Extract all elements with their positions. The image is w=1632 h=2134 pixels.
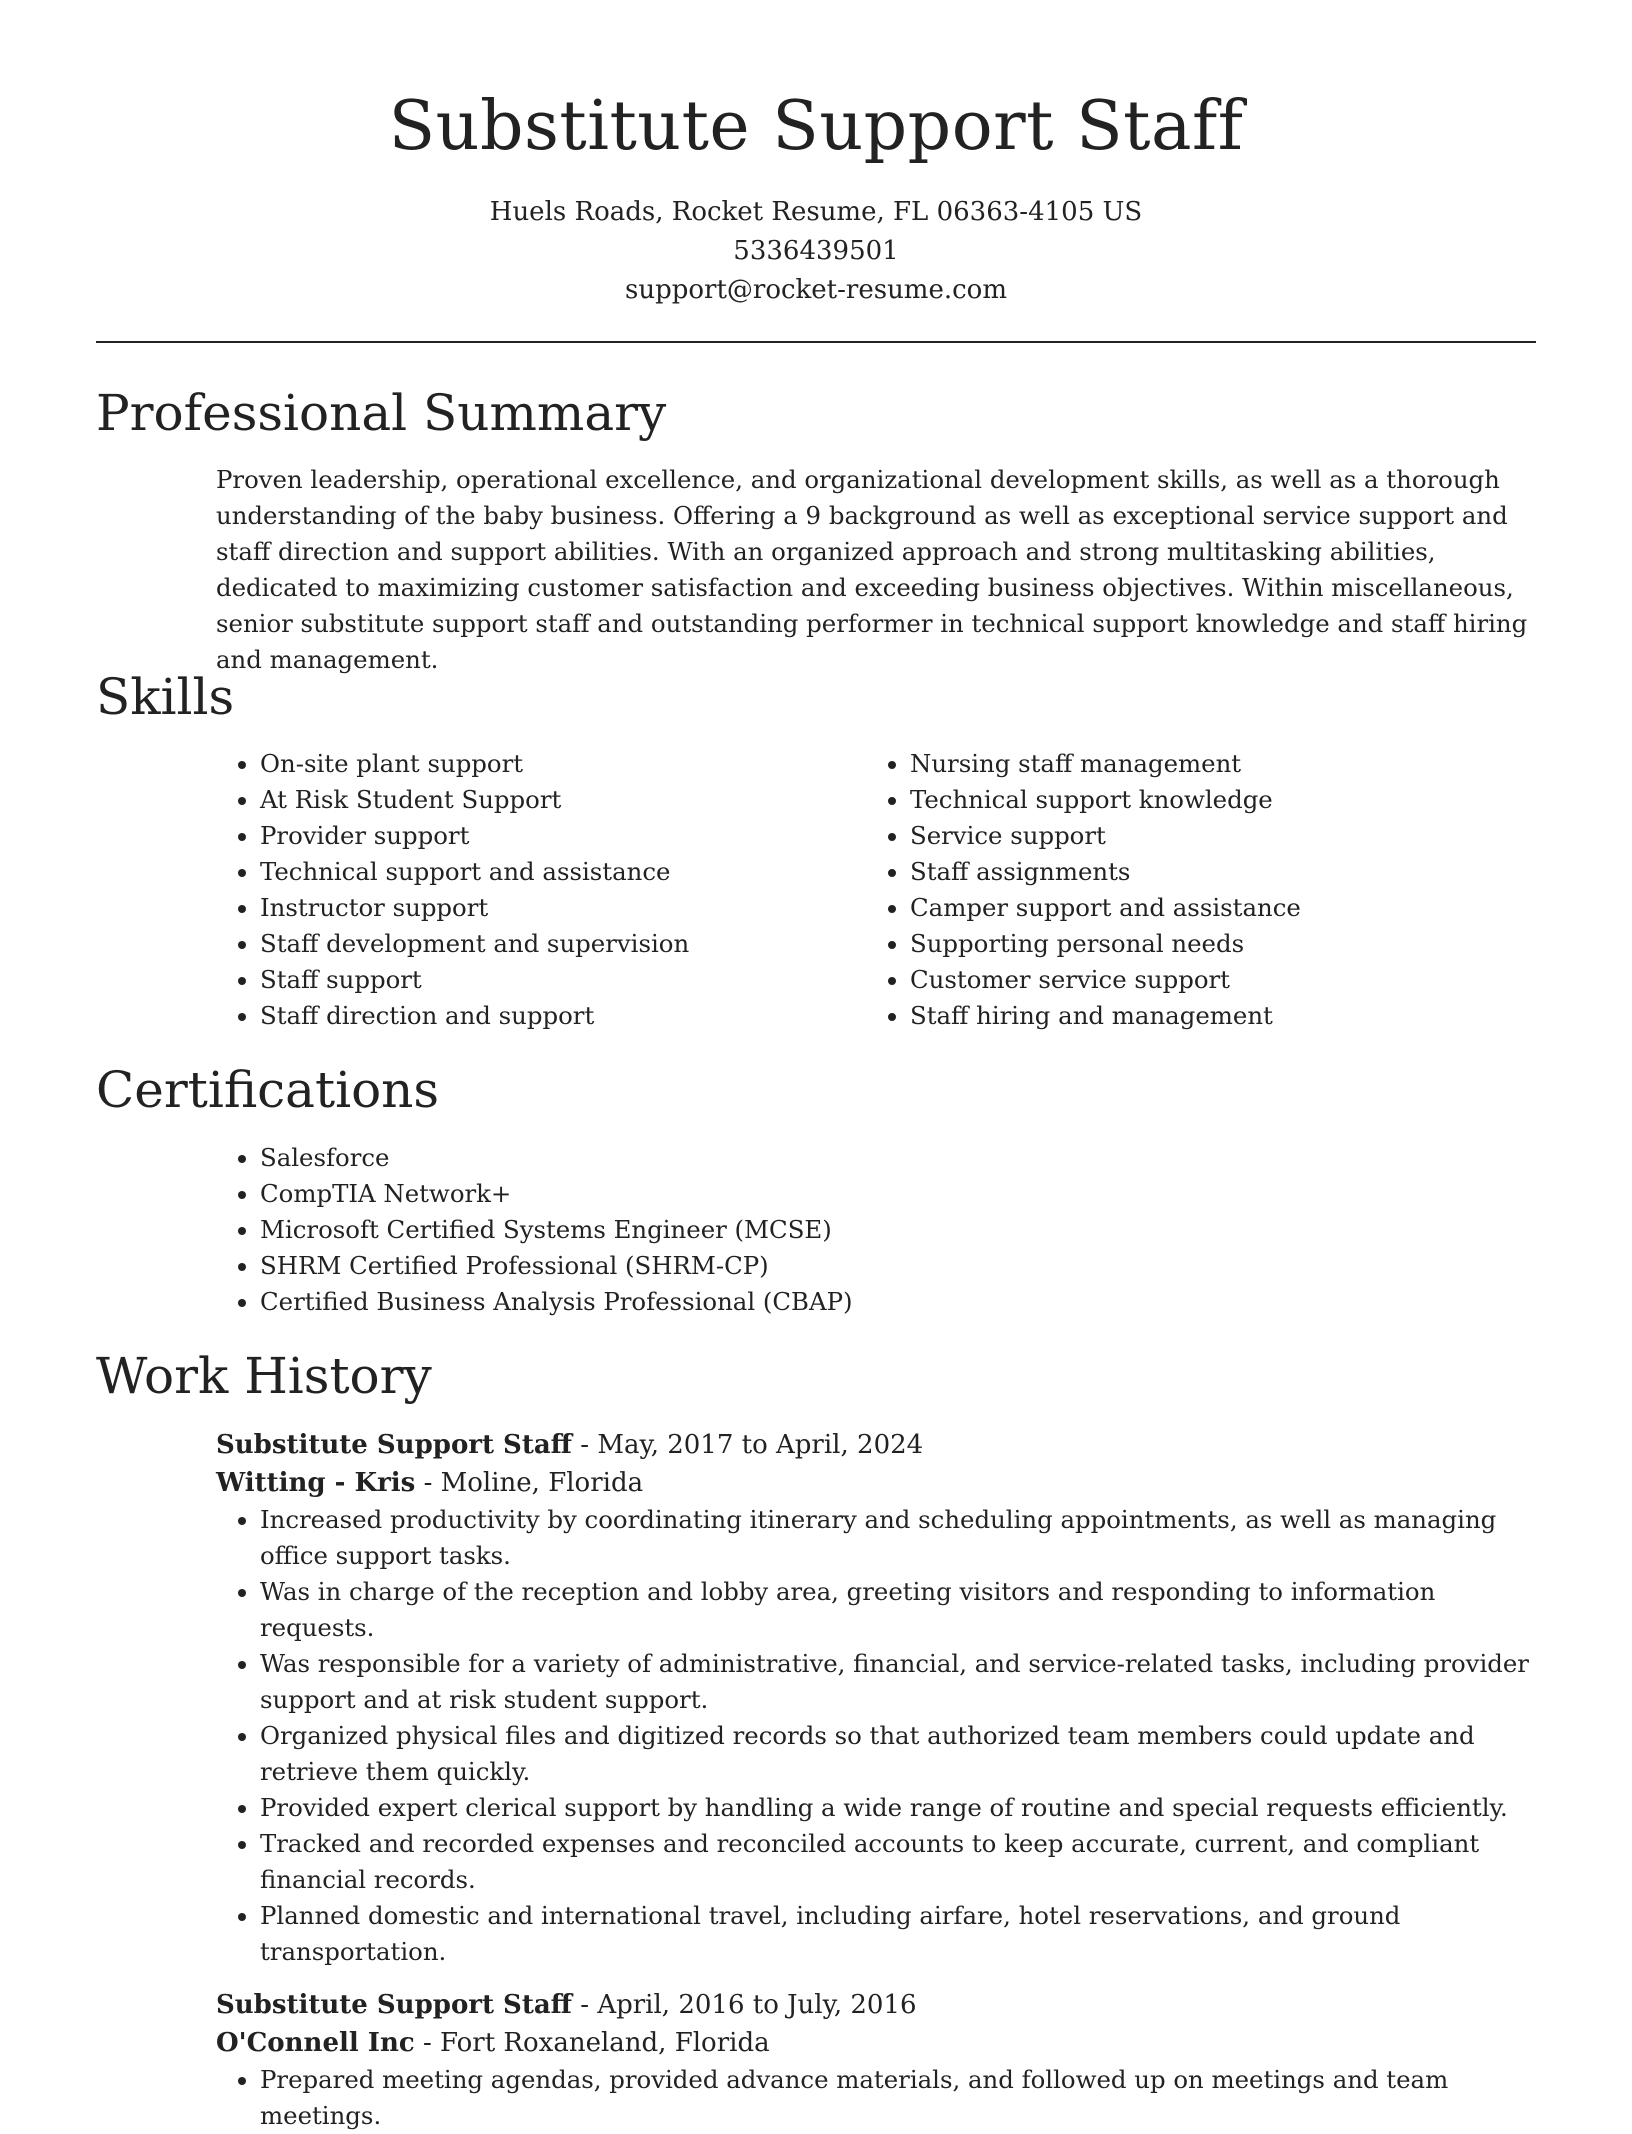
skill-item: • Staff support	[260, 962, 816, 998]
summary-heading: Professional Summary	[96, 384, 667, 442]
job-bullet: • Prepared meeting agendas, provided advance materials, and followed up on meetings and team meetings.	[260, 2062, 1546, 2134]
job-bullet: • Was in charge of the reception and lobby area, greeting visitors and responding to information requests.	[260, 1574, 1546, 1646]
job-dates: - April, 2016 to July, 2016	[572, 1990, 917, 2020]
certification-item: • SHRM Certified Professional (SHRM-CP)	[260, 1248, 1516, 1284]
skill-item: • Technical support and assistance	[260, 854, 816, 890]
certification-item: • Certified Business Analysis Professional (CBAP)	[260, 1284, 1516, 1320]
job-company-line	[216, 1464, 1546, 1502]
skill-item: • Staff assignments	[910, 854, 1526, 890]
job-bullets	[216, 2062, 1546, 2134]
skills-heading: Skills	[96, 668, 235, 726]
skill-item: • Staff hiring and management	[910, 998, 1526, 1034]
skill-item: • Provider support	[260, 818, 816, 854]
job-company: O'Connell Inc	[216, 2028, 415, 2058]
skill-item: • Staff development and supervision	[260, 926, 816, 962]
skills-column-left	[216, 746, 816, 1034]
job-title-line	[216, 1426, 1546, 1464]
skill-item: • Service support	[910, 818, 1526, 854]
job-role: Substitute Support Staff	[216, 1430, 573, 1460]
certifications-list	[216, 1140, 1516, 1320]
address: Huels Roads, Rocket Resume, FL 06363-4105 US	[489, 197, 1143, 227]
skill-item: • Staff direction and support	[260, 998, 816, 1034]
phone: 5336439501	[733, 236, 899, 266]
skills-column-right	[866, 746, 1526, 1034]
certification-item: • CompTIA Network+	[260, 1176, 1516, 1212]
job-bullet: • Was responsible for a variety of administrative, financial, and service-related tasks, including provider support and at risk student support.	[260, 1646, 1546, 1718]
job-bullet: • Tracked and recorded expenses and reconciled accounts to keep accurate, current, and compliant financial records.	[260, 1826, 1546, 1898]
job-bullet: • Increased productivity by coordinating itinerary and scheduling appointments, as well as managing office support tasks.	[260, 1502, 1546, 1574]
candidate-name: Substitute Support Staff	[388, 87, 1244, 166]
skill-item: • At Risk Student Support	[260, 782, 816, 818]
job-location: - Moline, Florida	[415, 1468, 644, 1498]
skill-item: • Instructor support	[260, 890, 816, 926]
skill-item: • Customer service support	[910, 962, 1526, 998]
job-dates: - May, 2017 to April, 2024	[572, 1430, 924, 1460]
job-bullets	[216, 1502, 1546, 1970]
skill-item: • Camper support and assistance	[910, 890, 1526, 926]
certification-item: • Microsoft Certified Systems Engineer (MCSE)	[260, 1212, 1516, 1248]
job-location: - Fort Roxaneland, Florida	[414, 2028, 770, 2058]
certification-item: • Salesforce	[260, 1140, 1516, 1176]
summary-text: Proven leadership, operational excellence, and organizational development skills, as well as a thorough understanding of the baby business. Offering a 9 background as well as exceptional service support and staff direction and support abilities. With an organized approach and strong multitasking abilities, dedicated to maximizing customer satisfaction and exceeding business objectives. Within miscellaneous, senior substitute support staff and outstanding performer in technical support knowledge and staff hiring and management.	[216, 465, 1528, 674]
skill-item: • Nursing staff management	[910, 746, 1526, 782]
work-history-heading: Work History	[96, 1347, 432, 1405]
header-divider	[96, 341, 1536, 343]
job-company-line	[216, 2024, 1546, 2062]
job-entry	[216, 1426, 1546, 1970]
job-company: Witting - Kris	[216, 1468, 416, 1498]
skill-item: • Supporting personal needs	[910, 926, 1526, 962]
job-role: Substitute Support Staff	[216, 1990, 573, 2020]
certifications-heading: Certifications	[96, 1061, 440, 1119]
contact-block	[96, 193, 1536, 310]
job-bullet: • Planned domestic and international travel, including airfare, hotel reservations, and ground transportation.	[260, 1898, 1546, 1970]
job-bullet: • Organized physical files and digitized records so that authorized team members could update and retrieve them quickly.	[260, 1718, 1546, 1790]
skill-item: • Technical support knowledge	[910, 782, 1526, 818]
skill-item: • On-site plant support	[260, 746, 816, 782]
job-bullet: • Provided expert clerical support by handling a wide range of routine and special requests efficiently.	[260, 1790, 1546, 1826]
job-title-line	[216, 1986, 1546, 2024]
email: support@rocket-resume.com	[624, 275, 1007, 305]
